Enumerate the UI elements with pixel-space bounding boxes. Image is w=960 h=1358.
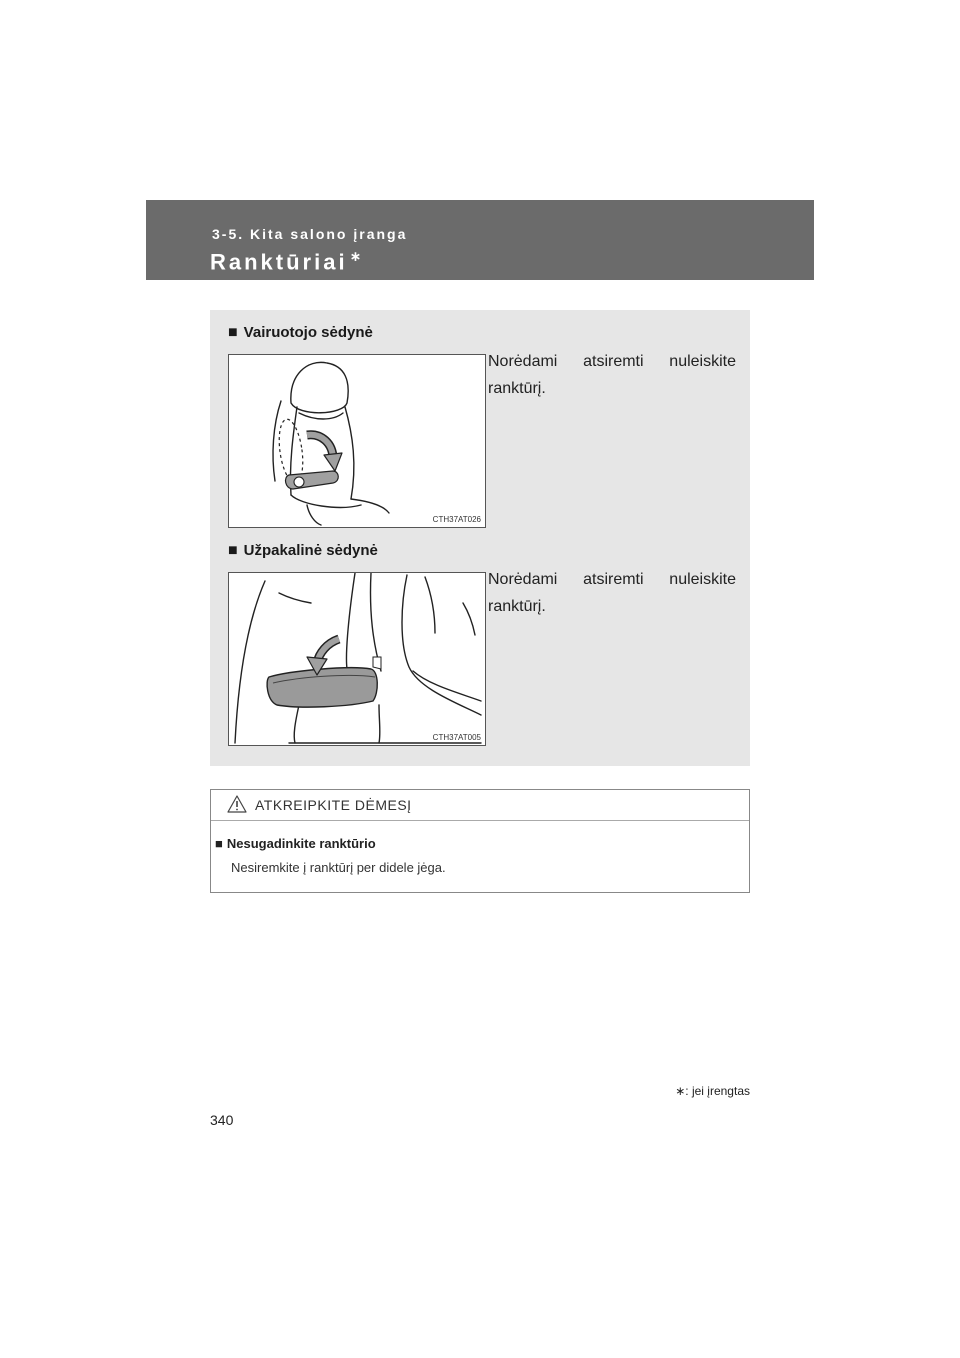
rear-seat-armrest-illustration [229, 573, 485, 745]
caution-title: ATKREIPKITE DĖMESĮ [255, 797, 412, 813]
section-description: Norėdami atsiremti nuleiskite ranktūrį. [488, 353, 736, 397]
caution-item-text: Nesiremkite į ranktūrį per didele jėga. [231, 860, 446, 875]
optional-marker: ∗ [349, 248, 362, 264]
section-heading-text: Vairuotojo sėdynė [243, 324, 373, 341]
section-heading-rear [228, 542, 378, 560]
rear-seat-figure [228, 572, 486, 746]
section-label: 3-5. Kita salono įranga [212, 226, 408, 242]
footnote: ∗: jei įrengtas [675, 1084, 750, 1098]
caution-item-title: Nesugadinkite ranktūrio [226, 836, 376, 851]
figure-code: CTH37AT026 [432, 515, 481, 524]
square-bullet-icon: ■ [228, 542, 238, 559]
driver-seat-armrest-illustration [229, 355, 485, 527]
section-heading-driver [228, 324, 373, 342]
caution-item-heading [215, 836, 376, 851]
caution-header [211, 790, 749, 821]
content-panel [210, 310, 750, 766]
figure-code: CTH37AT005 [432, 733, 481, 742]
section-heading-text: Užpakalinė sėdynė [243, 542, 378, 559]
warning-triangle-icon [227, 795, 247, 813]
section-description: Norėdami atsiremti nuleiskite ranktūrį. [488, 571, 736, 615]
page-number: 340 [210, 1112, 234, 1128]
page-title [210, 248, 361, 275]
driver-seat-figure [228, 354, 486, 528]
square-bullet-icon: ■ [215, 836, 223, 851]
section-header-bar [146, 200, 814, 280]
caution-box [210, 789, 750, 893]
page-title-text: Ranktūriai [210, 249, 348, 275]
square-bullet-icon: ■ [228, 324, 238, 341]
